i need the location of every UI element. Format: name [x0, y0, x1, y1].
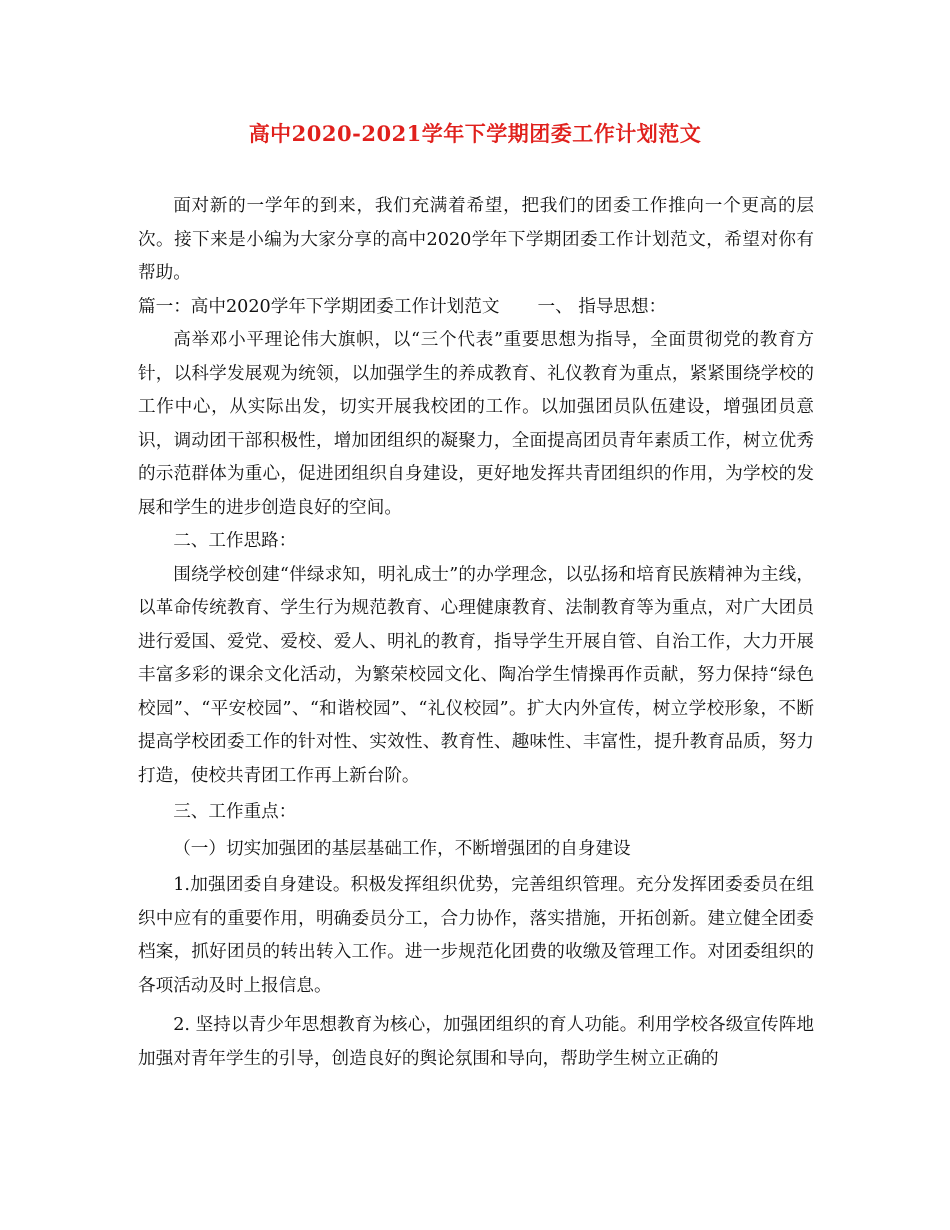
item-paragraph-2: 2. 坚持以青少年思想教育为核心，加强团组织的育人功能。利用学校各级宣传阵地加强对青年学生的引导，创造良好的舆论氛围和导向，帮助学生树立正确的: [138, 1015, 814, 1069]
intro-paragraph: 面对新的一学年的到来，我们充满着希望，把我们的团委工作推向一个更高的层次。接下来是小编为大家分享的高中2020学年下学期团委工作计划范文，希望对你有帮助。: [138, 196, 814, 283]
item-heading-1: （一）切实加强团的基层基础工作，不断增强团的自身建设: [173, 838, 631, 859]
subsection-heading-work-focus: 三、工作重点：: [173, 802, 297, 822]
guiding-ideology-paragraph: 高举邓小平理论伟大旗帜，以“三个代表”重要思想为指导，全面贯彻党的教育方针，以科学发展观为统领，以加强学生的养成教育、礼仪教育为重点，紧紧围绕学校的工作中心，从实际出发，切实开展我校团的工作。以加强团员队伍建设，增强团员意识，调动团干部积极性，增加团组织的凝聚力，全面提高团员青年素质工作，树立优秀的示范群体为重心，促进团组织自身建设，更好地发挥共青团组织的作用，为学校的发展和学生的进步创造良好的空间。: [138, 330, 814, 518]
subsection-heading-work-ideas: 二、工作思路：: [173, 531, 297, 551]
section-title: 篇一：高中2020学年下学期团委工作计划范文: [138, 296, 500, 317]
work-ideas-paragraph: 围绕学校创建“伴绿求知，明礼成士”的办学理念，以弘扬和培育民族精神为主线，以革命传统教育、学生行为规范教育、心理健康教育、法制教育等为重点，对广大团员进行爱国、爱党、爱校、爱人、明礼的教育，指导学生开展自管、自治工作，大力开展丰富多彩的课余文化活动，为繁荣校园文化、陶冶学生情操再作贡献，努力保持“绿色校园”、“平安校园”、“和谐校园”、“礼仪校园”。扩大内外宣传，树立学校形象，不断提高学校团委工作的针对性、实效性、教育性、趣味性、丰富性，提升教育品质，努力打造，使校共青团工作再上新台阶。: [138, 564, 814, 786]
document-body: [138, 190, 814, 1076]
document-title: 高中2020-2021学年下学期团委工作计划范文: [248, 121, 702, 146]
section-heading-line: [138, 291, 814, 325]
item-paragraph-1: 1.加强团委自身建设。积极发挥组织优势，完善组织管理。充分发挥团委委员在组织中应有的重要作用，明确委员分工，合力协作，落实措施，开拓创新。建立健全团委档案，抓好团员的转出转入工作。进一步规范化团费的收缴及管理工作。对团委组织的各项活动及时上报信息。: [138, 875, 814, 996]
subsection-heading-guiding-ideology: 一、 指导思想：: [537, 296, 667, 317]
